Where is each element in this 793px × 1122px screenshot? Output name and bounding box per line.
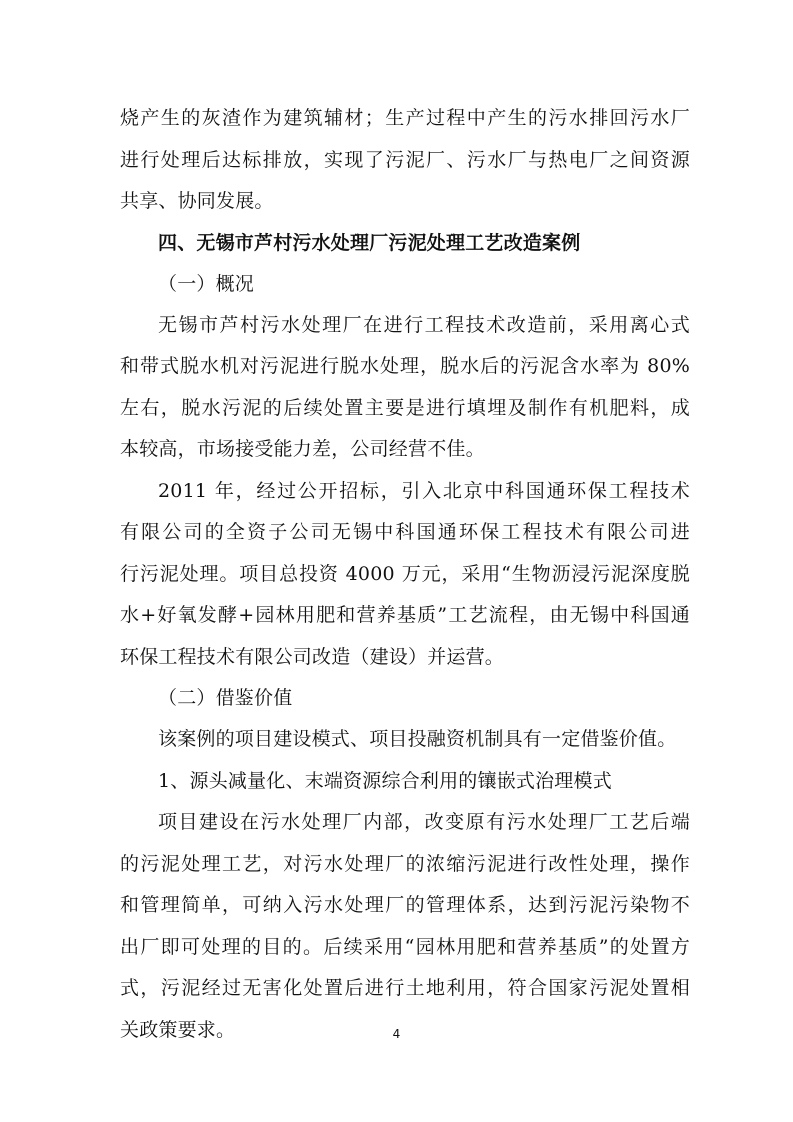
paragraph-line: 环保工程技术有限公司改造（建设）并运营。 — [120, 646, 505, 668]
paragraph-line: 关政策要求。 — [120, 1019, 236, 1041]
paragraph-line: 出厂即可处理的目的。后续采用“园林用肥和营养基质”的处置方 — [120, 936, 690, 958]
paragraph-line: 水+好氧发酵+园林用肥和营养基质”工艺流程，由无锡中科国通 — [120, 604, 690, 626]
subsection-heading: （一）概况 — [158, 273, 255, 295]
paragraph-line: 项目建设在污水处理厂内部，改变原有污水处理厂工艺后端 — [158, 811, 690, 833]
paragraph-line: 有限公司的全资子公司无锡中科国通环保工程技术有限公司进 — [120, 521, 690, 543]
paragraph-line: 行污泥处理。项目总投资 4000 万元，采用“生物沥浸污泥深度脱 — [120, 563, 690, 585]
numbered-item: 1、源头减量化、末端资源综合利用的镶嵌式治理模式 — [158, 770, 612, 792]
paragraph-line: 2011 年，经过公开招标，引入北京中科国通环保工程技术 — [158, 480, 690, 502]
paragraph-line: 无锡市芦村污水处理厂在进行工程技术改造前，采用离心式 — [158, 314, 690, 336]
subsection-heading: （二）借鉴价值 — [158, 687, 293, 709]
paragraph-line: 烧产生的灰渣作为建筑辅材；生产过程中产生的污水排回污水厂 — [120, 107, 690, 129]
paragraph-line: 共享、协同发展。 — [120, 190, 274, 212]
paragraph-line: 的污泥处理工艺，对污水处理厂的浓缩污泥进行改性处理，操作 — [120, 853, 690, 875]
paragraph-line: 该案例的项目建设模式、项目投融资机制具有一定借鉴价值。 — [158, 728, 677, 750]
paragraph-line: 本较高，市场接受能力差，公司经营不佳。 — [120, 438, 485, 460]
paragraph-line: 左右，脱水污泥的后续处置主要是进行填埋及制作有机肥料，成 — [120, 397, 690, 419]
section-heading: 四、无锡市芦村污水处理厂污泥处理工艺改造案例 — [158, 232, 581, 254]
paragraph-line: 和管理简单，可纳入污水处理厂的管理体系，达到污泥污染物不 — [120, 894, 690, 916]
paragraph-line: 进行处理后达标排放，实现了污泥厂、污水厂与热电厂之间资源 — [120, 149, 690, 171]
paragraph-line: 式，污泥经过无害化处置后进行土地利用，符合国家污泥处置相 — [120, 977, 690, 999]
paragraph-line: 和带式脱水机对污泥进行脱水处理，脱水后的污泥含水率为 80% — [120, 355, 690, 377]
page-number: 4 — [392, 1027, 401, 1041]
